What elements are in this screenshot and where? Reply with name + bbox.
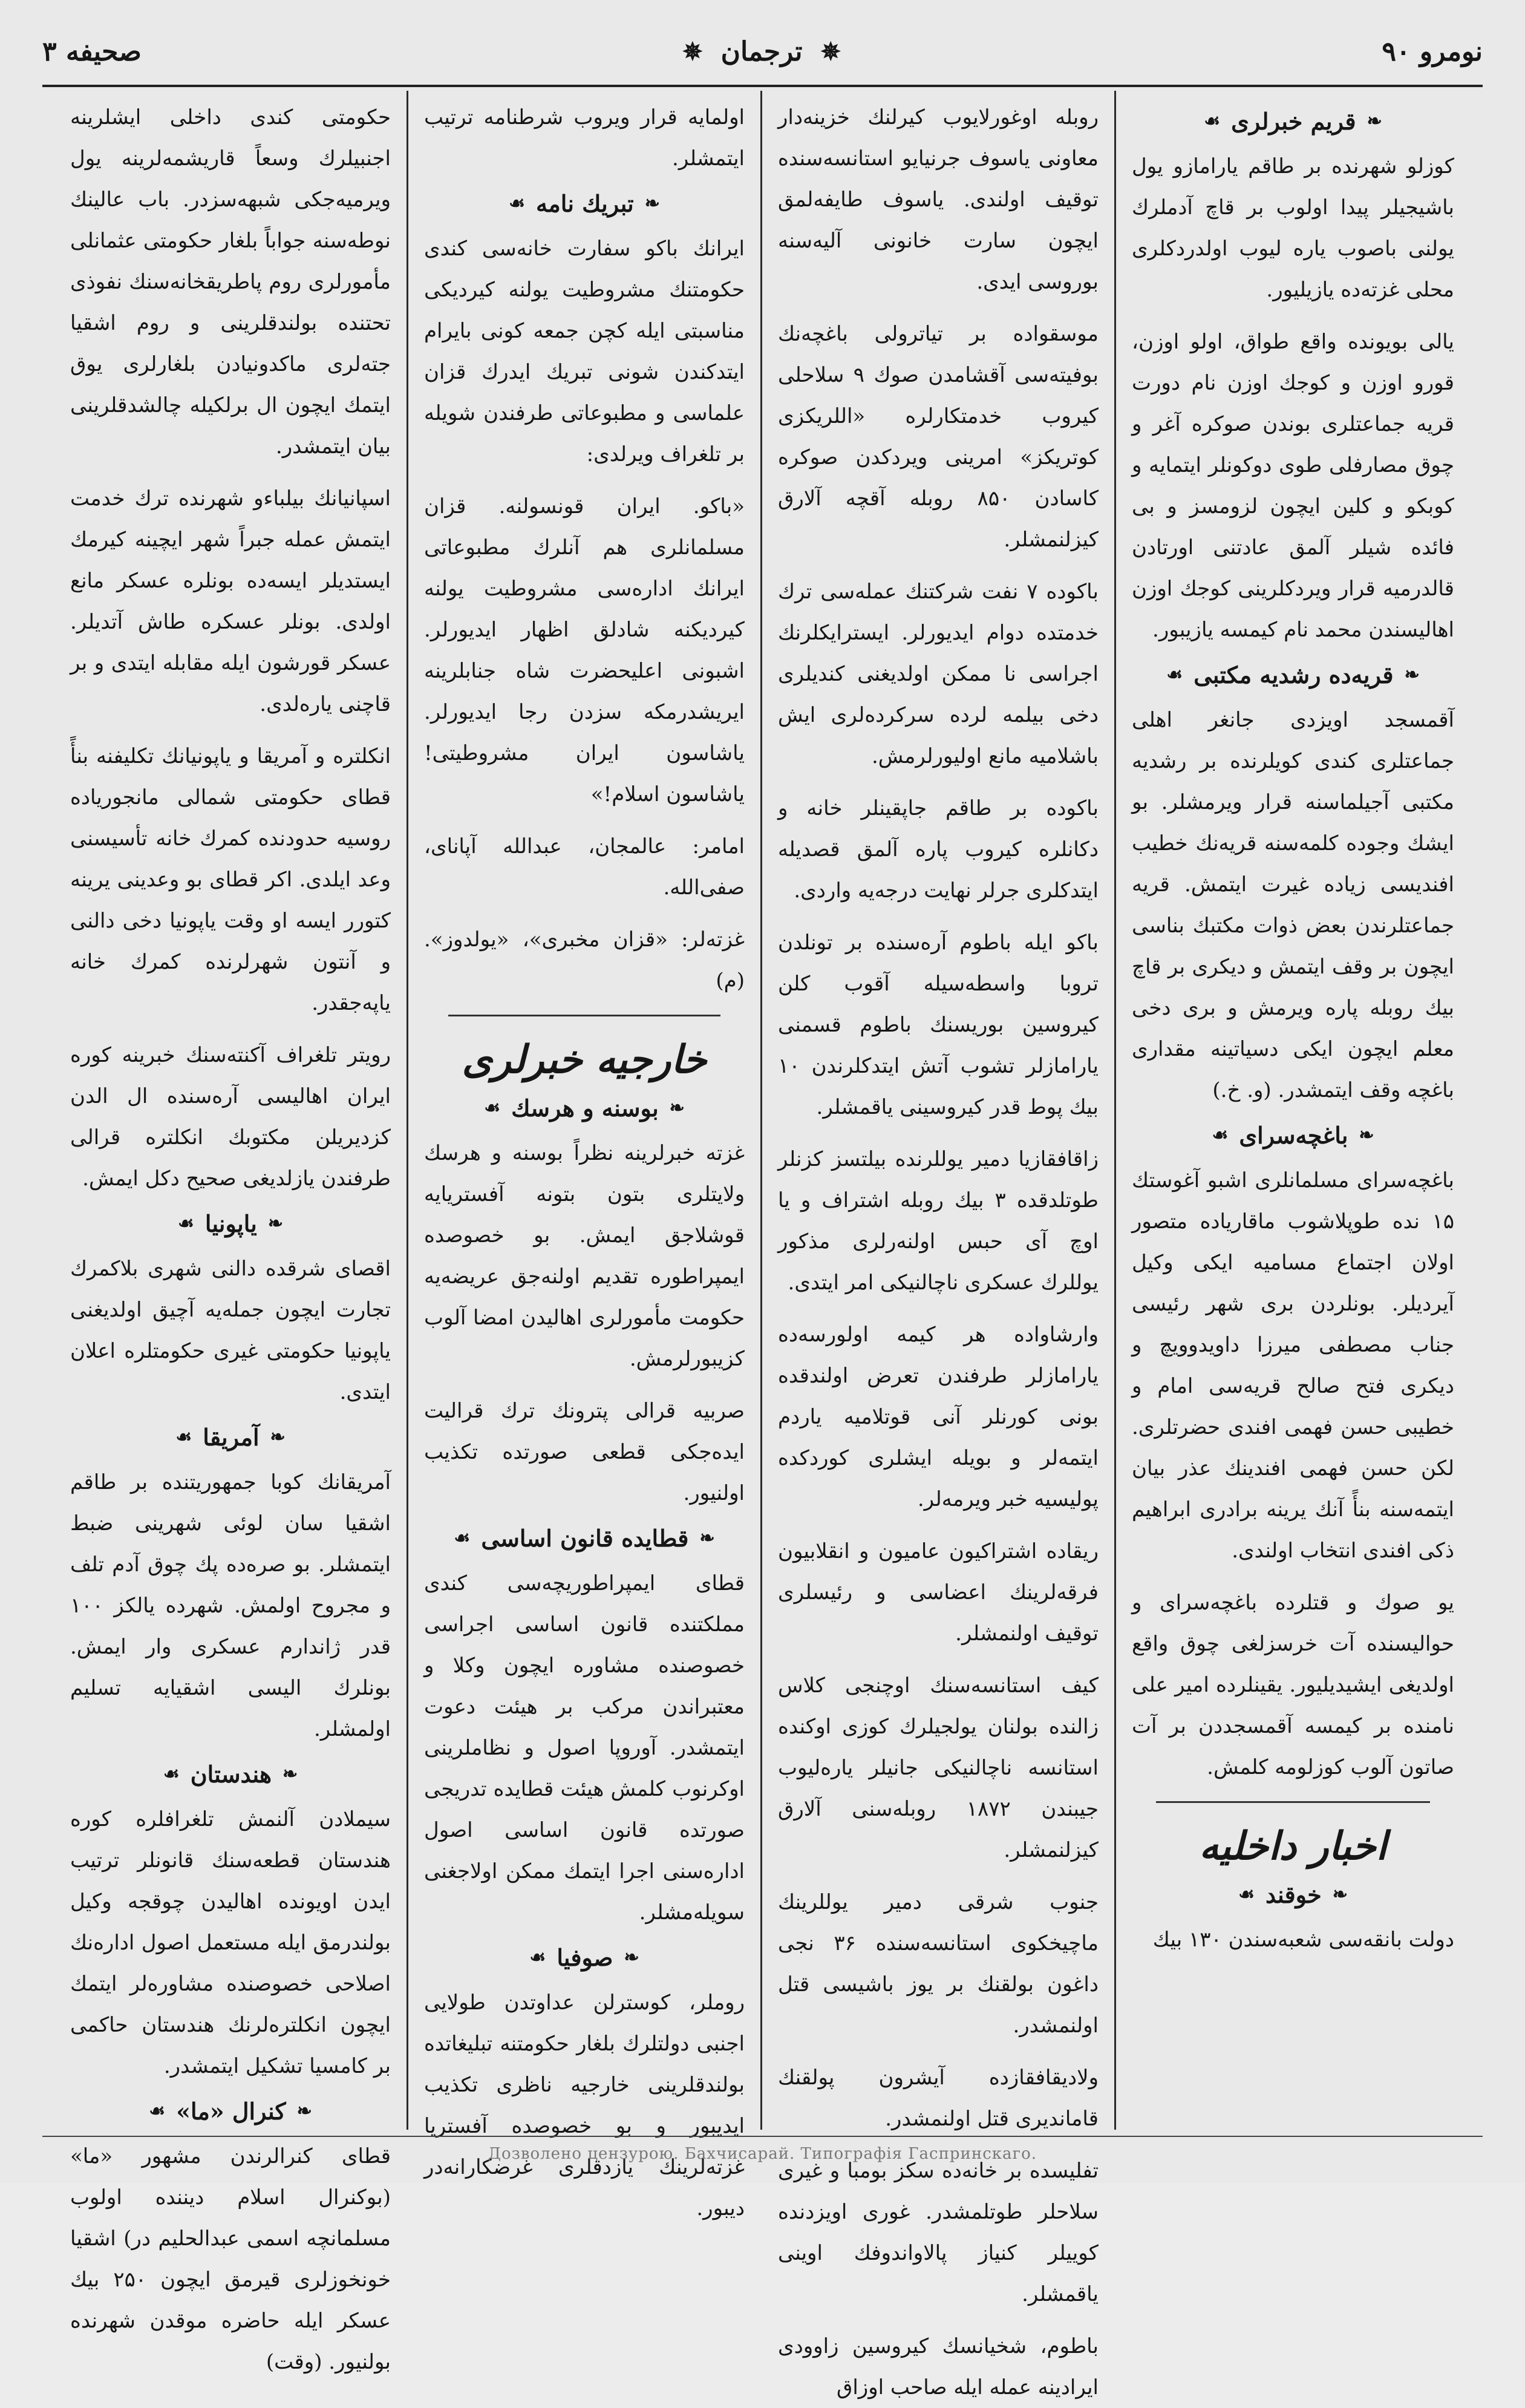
flourish-icon: ☙ <box>529 1947 546 1968</box>
article-paragraph: زاقافقازیا دمیر یوللرنده بیلتسز کزنلر طوتلدقده ۳ بیك روبله اشتراف و یا اوچ آی حبس اولنه‌رلری مذکور یوللرك عسکری ناچالنیکی امر ایتدی. <box>778 1147 1099 1295</box>
flourish-icon: ☙ <box>149 2101 166 2122</box>
printer-imprint: Дозволено цензурою. Бахчисарай. Типографія Гаспринскаго. <box>488 2145 1037 2163</box>
flourish-icon: ❧ <box>267 1213 284 1234</box>
article-paragraph: آقمسجد اویزدی جانغر اهلی جماعتلری کندی کویلرنده بر رشدیه مکتبی آجیلماسنه قرار ویرمشلر. بو ایشك وجوده کلمه‌سنه قریه‌نك خطیب افندیسی زیاده غیرت ایتمش. قریه جماعتلرندن بعض ذوات مکتبك بناسی ایچون بر وقف ایتمش و دیکری بر قاچ بیك روبله پاره ویرمش و بری دخی معلم ایچون ایکی دسیاتینه مقداری باغچه وقف ایتمشدر. (و. خ.) <box>1132 708 1454 1102</box>
signature-line: غزته‌لر: «قزان مخبری»، «یولدوز». (م) <box>424 928 745 993</box>
article-paragraph: اقصای شرقده دالنی شهری بلاکمرك تجارت ایچون جمله‌یه آچیق اولدیغنی یاپونیا حکومتی غیری حکومتلره اعلان ایتدی. <box>70 1257 391 1404</box>
flourish-icon: ❧ <box>296 2101 312 2122</box>
section-heading: ❧ تبریك نامه ☙ <box>509 190 660 217</box>
article-paragraph: انکلتره و آمریقا و یاپونیانك تکلیفنه بنأً قطای حکومتی شمالی مانجوریاده روسیه حدودنده کمرك خانه تأسیسنی وعد ایلدی. اکر قطای بو وعدینی یرینه کتورر ایسه او وقت یاپونیا دخی دالنی و آنتون شهرلرنده کمرك خانه یاپه‌جقدر. <box>70 744 391 1015</box>
flourish-icon: ☙ <box>175 1427 192 1448</box>
article-paragraph: حکومتی کندی داخلی ایشلرینه اجنبیلرك وسعاً قاریشمه‌لرینه یول ویرمیه‌جکی شبهه‌سزدر. باب عالینك نوطه‌سنه جواباً بلغار حکومتی عثمانلی مأمورلری روم پاطریقخانه‌سنك نفوذی تحتنده بولندقلرینی و روم اشقیا جته‌لری ماکدونیادن بلغارلری یوق ایتمك ایچون ال برلکیله چالشدقلرینی بیان ایتمشدر. <box>70 105 391 459</box>
flourish-icon: ☙ <box>1212 1125 1229 1146</box>
article-paragraph: روبله اوغورلایوب کیرلنك خزینه‌دار معاونی یاسوف جرنیایو استانسه‌سنده توقیف اولندی. یاسوف طایفه‌لمق ایچون سارت خانونی آلیه‌سنه بوروسی ایدی. <box>778 105 1099 294</box>
flourish-icon: ❧ <box>669 1098 685 1119</box>
article-paragraph: دولت بانقه‌سی شعبه‌سندن ۱۳۰ بیك <box>1152 1928 1454 1952</box>
newspaper-title: ترجمان <box>720 36 803 67</box>
header-rule <box>42 85 1483 87</box>
section-heading: ❧ بوسنه و هرسك ☙ <box>484 1094 685 1122</box>
flourish-icon: ❧ <box>624 1947 639 1968</box>
column-3 <box>408 91 762 2220</box>
flourish-icon: ❧ <box>282 1764 298 1785</box>
flourish-icon: ☙ <box>1166 664 1183 685</box>
column-1 <box>1116 91 1470 2130</box>
footer-rule <box>42 2136 1483 2137</box>
article-paragraph: یو صوك و قتلرده باغچه‌سرای و حوالیسنده آت خرسزلغی چوق واقع اولدیغی ایشیدیلیور. یقینلرده امیر علی نامنده بر کیمسه آقمسجددن بر آت صاتون آلوب کوزلومه کلمش. <box>1132 1591 1454 1779</box>
masthead <box>682 36 841 67</box>
article-paragraph: صربیه قرالی پترونك ترك قرالیت ایده‌جکی قطعی صورتده تکذیب اولنیور. <box>424 1399 745 1505</box>
flourish-icon: ☙ <box>163 1764 180 1785</box>
article-paragraph: رویتر تلغراف آکنته‌سنك خبرینه کوره ایران اهالیسی آره‌سنده ال الدن کزدیریلن مکتوبك انکلتره قرالی طرفندن یازلدیغی صحیح دکل ایمش. <box>70 1043 391 1191</box>
section-heading: ❧ قریم خبرلری ☙ <box>1204 108 1382 135</box>
page-number: صحیفه ۳ <box>42 36 142 67</box>
flourish-icon: ☙ <box>484 1098 501 1119</box>
article-paragraph: ولادیقافقازده آیشرون پولقنك قاماندیری قتل اولنمشدر. <box>778 2066 1099 2131</box>
article-paragraph: کوزلو شهرنده بر طاقم یارامازو یول باشیجیلر پیدا اولوب بر قاچ آدملرك یولنی باصوب یاره لیوب اولدردکلری محلی غزته‌ده یازیلیور. <box>1132 154 1454 302</box>
article-paragraph: ریقاده اشتراکیون عامیون و انقلابیون فرقه‌لرینك اعضاسی و رئیسلری توقیف اولنمشلر. <box>778 1539 1099 1646</box>
article-paragraph: باکو ایله باطوم آره‌سنده بر تونلدن تروبا واسطه‌سیله آقوب کلن کیروسین بوریسنك باطوم قسمنی یارامازلر تشوب آتش ایتدکلرندن ۱۰ بیك پوط قدر کیروسینی یاقمشلر. <box>778 931 1099 1119</box>
article-paragraph: باکوده ۷ نفت شرکتنك عمله‌سی ترك خدمتده دوام ایدیورلر. ایسترایکلرنك اجراسی نا ممکن اولدیغنی کندیلری دخی بیلمه لرده سرکرده‌لری ایش باشلامیه مانع اولیورلرمش. <box>778 580 1099 768</box>
article-paragraph: ایرانك باکو سفارت خانه‌سی کندی حکومتنك مشروطیت یولنه کیردیکی مناسبتی ایله کچن جمعه کونی بایرام ایتدکندن شونی تبریك ایدرك قزان علماسی و مطبوعاتی طرفندن شویله بر تلغراف ویرلدی: <box>424 237 745 466</box>
article-paragraph: «باکو. ایران قونسولنه. قزان مسلمانلری هم آنلرك مطبوعاتی ایرانك اداره‌سی مشروطیت یولنه کیردیکنه شادلق اظهار ایدیورلر. اشبونی اعلیحضرت شاه جنابلرینه ایریشدرمکه سزدن رجا ایدیورلر. یاشاسون ایران مشروطیتی! یاشاسون اسلام!» <box>424 494 745 806</box>
article-paragraph: روملر، کوسترلن عداوتدن طولایی اجنبی دولتلرك بلغار حکومتنه تبلیغاتده بولندقلرینی خارجیه ناظری تکذیب ایدیبور و بو خصوصده آفستریا غزته‌لرینك یازدقلری غرضکارانه‌در دیبور. <box>424 1991 745 2220</box>
flourish-icon: ❧ <box>1359 1125 1374 1146</box>
section-heading: ❧ باغچه‌سرای ☙ <box>1212 1122 1374 1149</box>
star-ornament-icon: ✵ <box>820 37 841 66</box>
article-paragraph: اسپانیانك بیلباءو شهرنده ترك خدمت ایتمش عمله جبراً شهر ایچینه کیرمك ایستدیلر ایسه‌ده بونلره عسکر مانع اولدی. بونلر عسکره طاش آتدیلر. عسکر قورشون ایله مقابله ایتدی و بر قاچنی یاره‌لدی. <box>70 486 391 716</box>
flourish-icon: ❧ <box>1367 111 1382 132</box>
issue-number: نومرو ۹۰ <box>1382 36 1483 67</box>
article-paragraph: باطوم، شخیانسك کیروسین زاوودی ایرادینه عمله ایله صاحب اوزاق <box>778 2334 1099 2400</box>
flourish-icon: ❧ <box>1332 1884 1348 1905</box>
article-paragraph: موسقواده بر تیاترولی باغچه‌نك بوفیته‌سی آقشامدن صوك ۹ سلاحلی کیروب خدمتکارلره «اللریکزی کوتریکز» امرینی ویردکدن صوکره کاسادن ۸۵۰ روبله آقچه آلارق کیزلنمشلر. <box>778 322 1099 552</box>
article-paragraph: سیملادن آلنمش تلغرافلره کوره هندستان قطعه‌سنك قانونلر ترتیب ایدن اویونده اهالیدن چوقجه وکیل بولندرمق ایله مستعمل اصول اداره‌نك اصلاحی خصوصنده مشاوره‌لر ایتمك ایچون انکلتره‌لرنك هندستان حاکمی بر کامسیا تشکیل ایتمشدر. <box>70 1807 391 2078</box>
article-paragraph: آمریقانك کوبا جمهوریتنده بر طاقم اشقیا سان لوئی شهرینی ضبط ایتمشلر. بو صره‌ده پك چوق آدم تلف و مجروح اولمش. شهرده یالکز ۱۰۰ قدر ژاندارم عسکری وار ایمش. بونلرك الیسی اشقیایه تسلیم اولمشلر. <box>70 1470 391 1741</box>
divider <box>448 1015 720 1016</box>
major-section-heading: اخبار داخلیه <box>1199 1824 1387 1869</box>
flourish-icon: ☙ <box>454 1528 471 1549</box>
article-paragraph: قطای کنرالرندن مشهور «ما» (بوکنرال اسلام دیننده اولوب مسلمانچه اسمی عبدالحلیم در) اشقیا خونخوزلری قیرمق ایچون ۲۵۰ بیك عسکر ایله حاضره موقدن شهرنده بولنیور. (وقت) <box>70 2144 391 2374</box>
article-paragraph: قطای ایمپراطوریچه‌سی کندی مملکتنده قانون اساسی اجراسی خصوصنده مشاوره ایچون وکلا و معتبراندن مرکب بر هیئت دعوت ایتمشدر. آوروپا اصول و نظاملرینی اوکرنوب کلمش هیئت قطایده تدریجی صورتده قانون اساسی اصول اداره‌سنی اجرا ایتمك ممکن اولاجغنی سویله‌مشلر. <box>424 1571 745 1925</box>
article-paragraph: غزته خبرلرینه نظراً بوسنه و هرسك ولایتلری بتون بتونه آفستریایه قوشلاجق ایمش. بو خصوصده ایمپراطوره تقدیم اولنه‌جق عریضه‌یه حکومت مأمورلری اهالیدن امضا آلوب کزیبورلرمش. <box>424 1141 745 1371</box>
flourish-icon: ☙ <box>1204 111 1221 132</box>
article-paragraph: وارشاواده هر کیمه اولورسه‌ده یارامازلر طرفندن تعرض اولندقده بونی کورنلر آنی قوتلامیه یاردم ایتمه‌لر و بویله ایشلری کوردکده پولیسیه خبر ویرمه‌لر. <box>778 1323 1099 1511</box>
flourish-icon: ❧ <box>270 1427 286 1448</box>
signature-line: امامر: عالمجان، عبدالله آپانای، صفی‌الله. <box>424 834 745 900</box>
section-heading: ❧ صوفیا ☙ <box>529 1944 639 1971</box>
article-paragraph: تفلیسده بر خانه‌ده سکز بومبا و غیری سلاحلر طوتلمشدر. غوری اویزدنده کوییلر کنیاز پالاواندوفك اوینی یاقمشلر. <box>778 2159 1099 2306</box>
article-paragraph: یالی بویونده واقع طواق، اولو اوزن، قورو اوزن و کوجك اوزن نام دورت قریه جماعتلری بوندن صوکره آغر و چوق مصارفلی طوی دوکونلر ایتمایه و کوبکو و کلین ایچون لزومسز و بی فائده شیلر آلمق عادتنی اورتادن قالدرمیه قرار ویردکلرینی کوجك اوزن اهالیسندن محمد نام کیمسه یازیبور. <box>1132 330 1454 642</box>
divider <box>1156 1801 1430 1803</box>
article-paragraph: باغچه‌سرای مسلمانلری اشبو آغوستك ۱۵ نده طوپلاشوب ماقاریاده متصور اولان اجتماع مسامیه ایکی وکیل آیردیلر. بونلردن بری شهر رئیسی جناب مصطفی میرزا داویدوویچ و دیکری فتح صالح قریه‌سی امام و خطیبی حسن فهمی افندی حضرتلری. لکن حسن فهمی افندینك عذر بیان ایتمه‌سنه بنأً آنك یرینه برادری ابراهیم ذکی افندی انتخاب اولندی. <box>1132 1168 1454 1563</box>
section-heading: ❧ آمریقا ☙ <box>175 1424 286 1451</box>
article-paragraph: اولمایه قرار ویروب شرطنامه ترتیب ایتمشلر. <box>424 105 745 171</box>
flourish-icon: ☙ <box>509 193 526 214</box>
flourish-icon: ❧ <box>644 193 660 214</box>
flourish-icon: ☙ <box>1238 1884 1255 1905</box>
section-heading: ❧ خوقند ☙ <box>1238 1881 1348 1908</box>
page-header <box>42 18 1483 85</box>
article-paragraph: باکوده بر طاقم جاپقینلر خانه و دکانلره کیروب پاره آلمق قصدیله ایتدکلری جرلر نهایت درجه‌یه واردی. <box>778 796 1099 903</box>
article-paragraph: جنوب شرقی دمیر یوللرینك ماچیخکوی استانسه‌سنده ۳۶ نجی داغون بولقنك بر یوز باشیسی قتل اولنمشدر. <box>778 1890 1099 2038</box>
article-paragraph: کیف استانسه‌سنك اوچنجی کلاس زالنده بولنان یولجیلرك کوزی اوکنده استانسه ناچالنیکی جانیلر یاره‌لیوب جیبندن ۱۸۷۲ روبله‌سنی آلارق کیزلنمشلر. <box>778 1673 1099 1862</box>
section-heading: ❧ هندستان ☙ <box>163 1761 298 1788</box>
section-heading: ❧ قطایده قانون اساسی ☙ <box>454 1525 715 1552</box>
flourish-icon: ☙ <box>177 1213 194 1234</box>
flourish-icon: ❧ <box>1404 664 1420 685</box>
column-4 <box>54 91 408 2374</box>
section-heading: ❧ کنرال «ما» ☙ <box>149 2098 312 2125</box>
star-ornament-icon: ✵ <box>682 37 703 66</box>
major-section-heading: خارجیه خبرلری <box>462 1037 707 1082</box>
section-heading: ❧ یاپونیا ☙ <box>177 1210 284 1237</box>
flourish-icon: ❧ <box>699 1528 715 1549</box>
section-heading: ❧ قریه‌ده رشدیه مکتبی ☙ <box>1166 661 1420 689</box>
